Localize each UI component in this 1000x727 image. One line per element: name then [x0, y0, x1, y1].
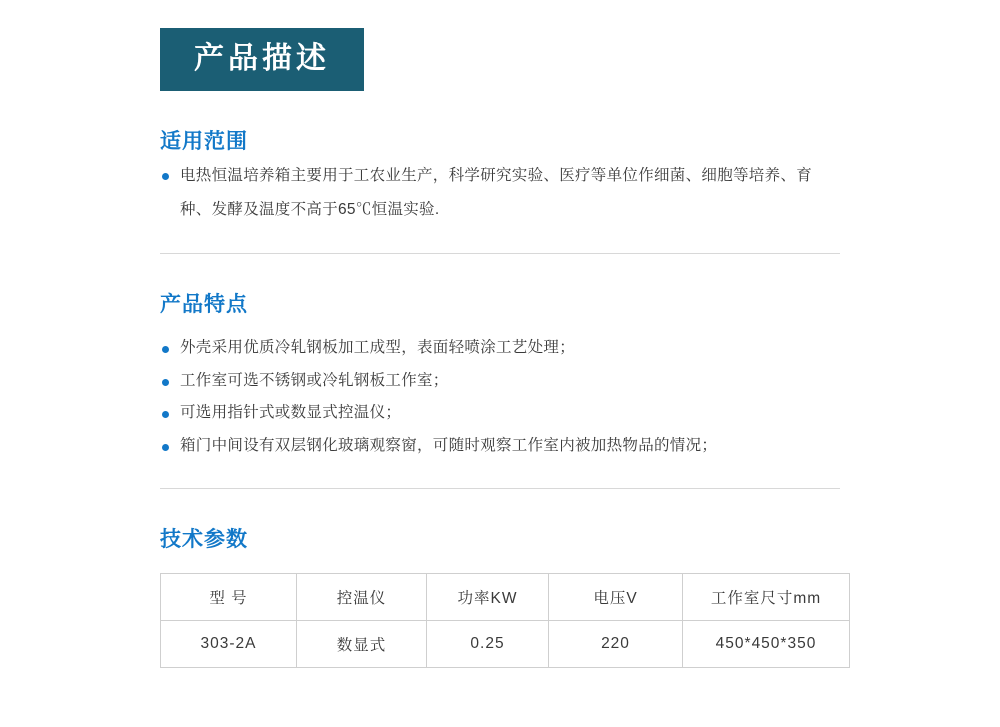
list-item	[160, 397, 840, 430]
table-header-cell: 电压V	[549, 574, 683, 621]
scope-paragraph	[160, 159, 840, 227]
table-header-cell: 型 号	[161, 574, 297, 621]
spec-table	[160, 573, 850, 668]
section-features	[160, 288, 840, 489]
bullet-dot-icon	[162, 379, 169, 386]
bullet-dot-icon	[162, 411, 169, 418]
feature-text: 箱门中间设有双层钢化玻璃观察窗，可随时观察工作室内被加热物品的情况；	[180, 436, 718, 454]
scope-text: 电热恒温培养箱主要用于工农业生产，科学研究实验、医疗等单位作细菌、细胞等培养、育种、发酵及温度不高于65℃恒温实验.	[180, 167, 813, 219]
table-cell: 450*450*350	[683, 621, 850, 668]
table-row	[161, 621, 850, 668]
feature-text: 外壳采用优质冷轧钢板加工成型，表面轻喷涂工艺处理；	[180, 339, 576, 357]
section-params	[160, 523, 840, 668]
section-heading-params: 技术参数	[160, 528, 248, 552]
table-cell: 数显式	[297, 621, 427, 668]
list-item	[160, 430, 840, 463]
bullet-dot-icon	[162, 444, 169, 451]
list-item	[160, 332, 840, 365]
table-header-cell: 功率KW	[427, 574, 549, 621]
list-item	[160, 365, 840, 398]
divider-after-scope	[160, 253, 840, 254]
page-title-banner: 产品描述	[160, 28, 364, 91]
table-cell: 303-2A	[161, 621, 297, 668]
table-header-cell: 工作室尺寸mm	[683, 574, 850, 621]
section-heading-scope: 适用范围	[160, 130, 248, 153]
section-heading-features: 产品特点	[160, 293, 248, 317]
feature-text: 可选用指针式或数显式控温仪；	[180, 404, 402, 422]
section-scope	[160, 125, 840, 254]
table-header-row	[161, 574, 850, 621]
table-cell: 0.25	[427, 621, 549, 668]
table-cell: 220	[549, 621, 683, 668]
table-header-cell: 控温仪	[297, 574, 427, 621]
features-list	[160, 332, 840, 462]
content-column	[160, 28, 840, 668]
bullet-dot-icon	[162, 346, 169, 353]
feature-text: 工作室可选不锈钢或冷轧钢板工作室；	[180, 371, 449, 389]
bullet-dot-icon	[162, 173, 169, 180]
divider-after-features	[160, 488, 840, 489]
